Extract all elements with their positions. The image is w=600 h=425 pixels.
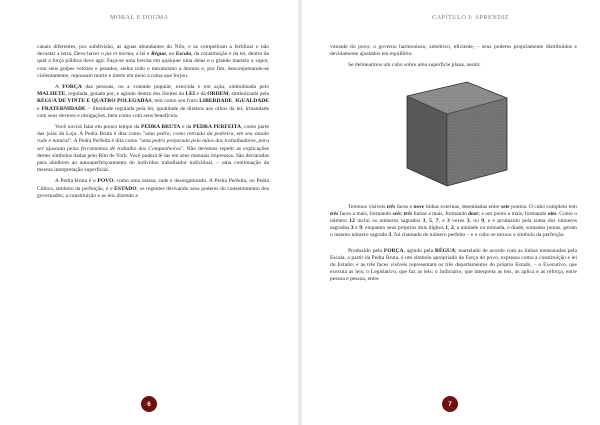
emphasis-text: oito xyxy=(547,210,557,217)
emphasis-text: 5 xyxy=(429,218,432,225)
emphasis-text: RÉGUA xyxy=(434,247,455,254)
emphasis-text: nove xyxy=(413,203,425,210)
emphasis-text: três xyxy=(330,210,339,217)
emphasis-text: Régua xyxy=(150,51,166,58)
page-body xyxy=(37,44,269,204)
cube-figure xyxy=(330,76,577,194)
emphasis-text: RÉGUA DE VINTE E QUATRO POLEGADAS xyxy=(37,98,152,105)
cube-illustration xyxy=(385,76,523,194)
emphasis-text: "uma pedra, como retirada da pedreira, em seu estado rude e natural" xyxy=(37,131,269,145)
emphasis-text: 7 xyxy=(435,218,439,225)
paragraph: A FORÇA das pessoas, ou a vontade popular, exercida e em ação, simbolizada pelo MALHETE, regulada, guiada por, e agindo dentro dos limites da LEI e da ORDEM, simbolizada pela RÉGUA DE VINTE E QUATRO POLEGADAS, tem como seu fruto LIBERDADE, IGUALDADE e FRATERNIDADE – liberdade regulada pela lei; igualdade de direitos aos olhos da lei; irmandade com seus deveres e obrigações, bem como com seus benefícios. xyxy=(37,84,270,119)
emphasis-text: MALHETE xyxy=(37,91,66,98)
emphasis-text: ORDEM xyxy=(207,91,229,98)
emphasis-text: "uma pedra preparada pela mãos dos trabalhadores, para ser ajustada pelas ferramentas de trabalho dos Companheiros" xyxy=(37,138,269,152)
emphasis-text: FORÇA xyxy=(62,84,82,91)
emphasis-text: 3 xyxy=(447,218,450,225)
emphasis-text: três xyxy=(386,203,396,210)
emphasis-text: PEDRA BRUTA xyxy=(141,124,181,131)
page-header: MORAL E DOGMA xyxy=(110,14,169,21)
emphasis-text: IGUALDADE xyxy=(235,98,269,105)
emphasis-text: 3 xyxy=(466,218,470,225)
emphasis-text: LIBERDADE xyxy=(199,98,233,105)
emphasis-text: FORÇA xyxy=(383,247,404,254)
emphasis-text: seis xyxy=(392,210,401,217)
emphasis-text: 12 xyxy=(349,218,355,225)
emphasis-text: 3 xyxy=(350,225,354,232)
paragraph: Se delinearmos um cubo sobre uma superfície plana, assim: xyxy=(348,62,481,69)
paragraph: vontade do povo; o governo harmonioso, simétrico, eficiente, – seus poderes propriamente distribuídos e devidamente ajustados em equilíbrio. xyxy=(330,44,577,58)
paragraph: Você ouvirá falar em pouco tempo da PEDRA BRUTA e da PEDRA PERFEITA, como parte das joias da Loja. A Pedra Bruta é dita como "uma pedra, como retirada da pedreira, em seu estado rude e natural". A Pedra Perfeita é dita como "uma pedra preparada pela mãos dos trabalhadores, para ser ajustada pelas ferramentas de trabalho dos Companheiros". Não devemos repetir as explicações destes símbolos dadas pelo Rito de York. Você poderá lê-las em seus manuais impressos. São declaradas para aludirem ao autoaperfeiçoamento do indivíduo trabalhador individual, – uma continuação da mesma interpretação superficial. xyxy=(37,124,270,174)
emphasis-text: ESTADO xyxy=(114,185,137,192)
emphasis-text: 3 xyxy=(422,218,426,225)
emphasis-text: PEDRA PERFEITA xyxy=(192,124,241,131)
emphasis-text: jus et norma xyxy=(105,51,134,58)
paragraph: Teremos visíveis três faces e nove linhas externas, desenhadas entre sete pontos. O cubo completo tem três faces a mais, formando seis; três linhas a mais, formando doze; e um ponto a mais, formando oito. Como o número 12 inclui os números sagrados 3, 5, 7, e 3 vezes 3, ou 9, e é produzido pela soma dos números sagrados 3 e 9; enquanto seus próprios dois dígitos 1, 2, a unidade ou mônada, e díade, somados juntas, geram o mesmo número sagrado 3, foi chamado de número perfeito – e o cubo se tornou o símbolo da perfeição. xyxy=(330,203,577,239)
emphasis-text: 1 xyxy=(445,225,449,232)
page-number-badge: 6 xyxy=(141,396,157,412)
page-header: CAPÍTULO I: APRENDIZ xyxy=(432,14,509,21)
page-body xyxy=(330,44,577,288)
left-page xyxy=(0,0,296,425)
emphasis-text: 2 xyxy=(450,225,454,232)
emphasis-text: POVO xyxy=(97,178,114,185)
right-page xyxy=(304,0,600,425)
emphasis-text: Escala xyxy=(175,51,192,58)
emphasis-text: sete xyxy=(501,203,510,210)
paragraph: A Pedra Bruta é o POVO, como uma massa, rude e desorganizado. A Pedra Perfeita, ou Pedra Cúbica, símbolo da perfeição, é o ESTADO, os regentes derivando seus poderes do consentimento dos governados; a constituição e as leis dizendo a xyxy=(37,178,269,199)
emphasis-text: 3 xyxy=(388,232,392,239)
emphasis-text: 9 xyxy=(359,225,362,232)
emphasis-text: três xyxy=(403,210,413,217)
book-gutter xyxy=(298,0,302,425)
emphasis-text: 9 xyxy=(481,218,485,225)
emphasis-text: LEI xyxy=(185,91,196,98)
paragraph: canais diferentes, por subdivisão, as águas abundantes do Nilo, e as compeliram a fertilizar e não devastar a terra. Deve haver o jus et norma, a lei e Régua, ou Escala, da constituição e da lei, dentro da qual a força pública deve agir. Faça-se uma brecha em qualquer uma delas e o grande martelo a vapor, com seus golpes velozes e pesados, seduz todo o mecanismo a átomos e, por fim, desconjuntando-se violentamente, repousam morto e inerte em meio à ruína que forjou. xyxy=(37,44,269,79)
page-number-badge: 7 xyxy=(442,396,458,412)
emphasis-text: doze xyxy=(468,210,479,217)
emphasis-text: FRATERNIDADE xyxy=(41,105,86,112)
paragraph: Produzido pela FORÇA, agindo pela RÉGUA; martelado de acordo com as linhas mensuradas pela Escala, a partir da Pedra Bruta, é um símbolo apropriado da Força do povo, expressa como a constituição e lei do Estado; e as três faces visíveis representam os três departamentos do próprio Estado, – o Executivo, que executa as leis; o Legislativo, que faz as leis; o Judiciário, que interpreta as leis, as aplica e as reforça, entre pessoa e pessoa, entre xyxy=(330,247,577,283)
